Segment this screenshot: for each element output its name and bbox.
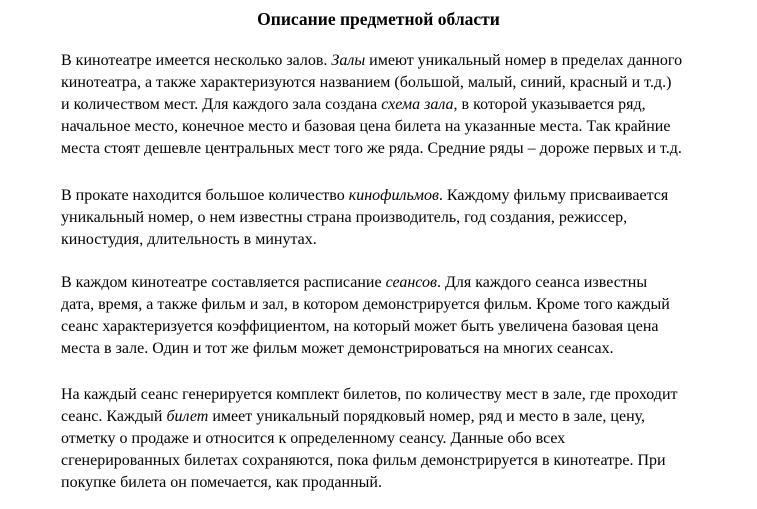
text-line xyxy=(61,185,741,207)
emphasized-term: Залы xyxy=(331,52,366,69)
text-segment: сеанс. Каждый xyxy=(61,408,167,425)
text-segment: и количеством мест. Для каждого зала создана xyxy=(61,96,382,113)
paragraph-films xyxy=(61,185,741,251)
paragraph-tickets xyxy=(61,384,741,494)
text-line xyxy=(61,406,741,428)
text-line xyxy=(61,272,741,294)
text-segment: сеанс характеризуется коэффициентом, на который может быть увеличена базовая цена xyxy=(61,318,659,335)
text-line xyxy=(61,138,741,160)
text-segment: места в зале. Один и тот же фильм может демонстрироваться на многих сеансах. xyxy=(61,340,614,357)
page-title: Описание предметной области xyxy=(257,9,500,29)
text-segment: В прокате находится большое количество xyxy=(61,187,349,204)
text-line xyxy=(61,450,741,472)
text-segment: имеют уникальный номер в пределах данного xyxy=(365,52,683,69)
text-segment: , в которой указывается ряд, xyxy=(453,96,646,113)
emphasized-term: схема зала xyxy=(381,96,454,113)
text-segment: сгенерированных билетах сохраняются, пока фильм демонстрируется в кинотеатре. При xyxy=(61,452,666,469)
text-segment: киностудия, длительность в минутах. xyxy=(61,231,317,248)
emphasized-term: кинофильмов xyxy=(348,187,439,204)
text-line xyxy=(61,338,741,360)
text-segment: дата, время, а также фильм и зал, в котором демонстрируется фильм. Кроме того каждый xyxy=(61,296,670,313)
text-line xyxy=(61,72,741,94)
text-segment: отметку о продаже и относится к определенному сеансу. Данные обо всех xyxy=(61,430,566,447)
paragraph-halls xyxy=(61,50,741,160)
text-segment: места стоят дешевле центральных мест того же ряда. Средние ряды – дороже первых и т.д. xyxy=(61,140,682,157)
text-segment: покупке билета он помечается, как проданный. xyxy=(61,474,382,491)
text-segment: имеет уникальный порядковый номер, ряд и место в зале, цену, xyxy=(208,408,646,425)
text-line xyxy=(61,294,741,316)
text-segment: В каждом кинотеатре составляется расписание xyxy=(61,274,386,291)
emphasized-term: билет xyxy=(166,408,209,425)
text-segment: . Каждому фильму присваивается xyxy=(438,187,669,204)
text-segment: уникальный номер, о нем известны страна производитель, год создания, режиссер, xyxy=(61,209,628,226)
text-line xyxy=(61,316,741,338)
text-line xyxy=(61,94,741,116)
text-line xyxy=(61,207,741,229)
text-segment: . Для каждого сеанса известны xyxy=(436,274,648,291)
text-segment: кинотеатра, а также характеризуются названием (большой, малый, синий, красный и т.д.) xyxy=(61,74,672,91)
emphasized-term: сеансов xyxy=(385,274,437,291)
text-line xyxy=(61,116,741,138)
text-segment: начальное место, конечное место и базовая цена билета на указанные места. Так крайние xyxy=(61,118,671,135)
text-line xyxy=(61,384,741,406)
text-line xyxy=(61,50,741,72)
text-line xyxy=(61,472,741,494)
text-line xyxy=(61,229,741,251)
text-segment: На каждый сеанс генерируется комплект билетов, по количеству мест в зале, где проходит xyxy=(61,386,678,403)
text-line xyxy=(61,428,741,450)
text-segment: В кинотеатре имеется несколько залов. xyxy=(61,52,332,69)
paragraph-sessions xyxy=(61,272,741,360)
